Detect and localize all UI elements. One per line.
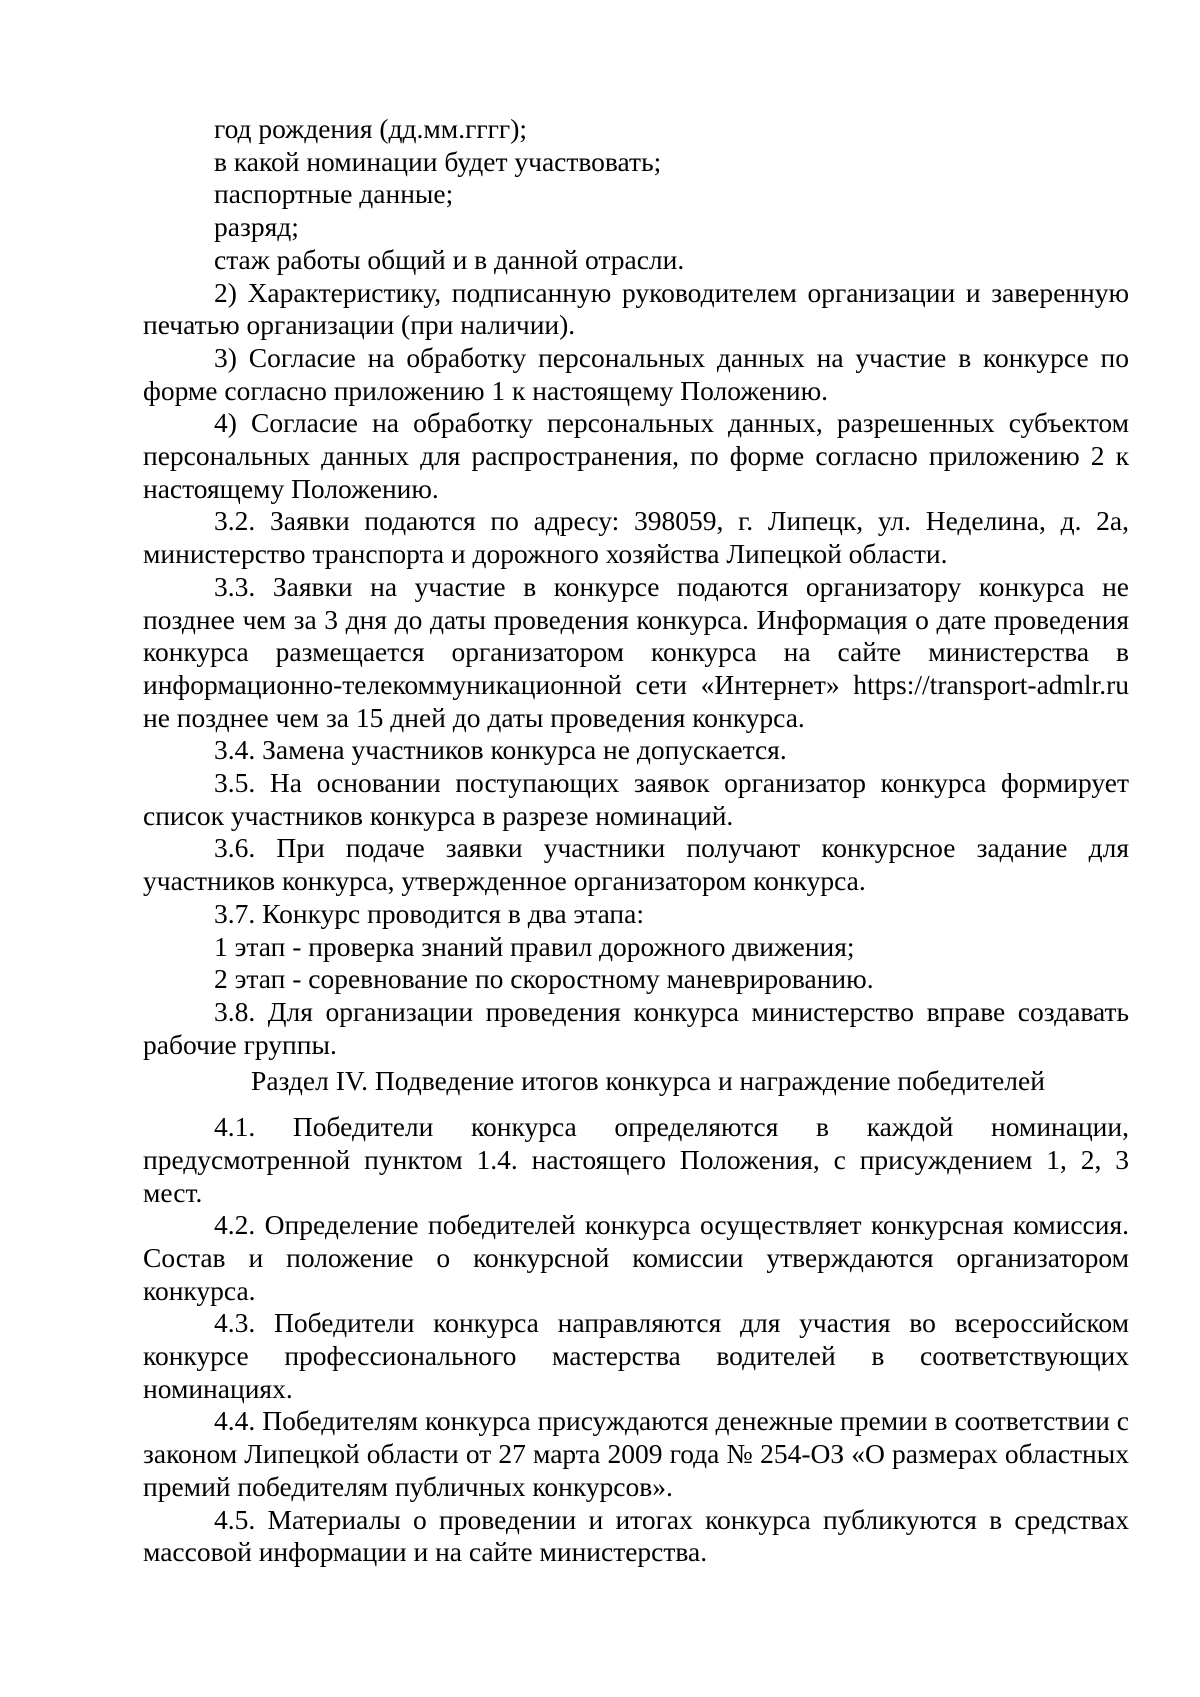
paragraph-3-4: 3.4. Замена участников конкурса не допускается.	[214, 734, 787, 766]
paragraph-3-8: 3.8. Для организации проведения конкурса министерство вправе создавать рабочие группы.	[143, 995, 1129, 1060]
paragraph-3-3: 3.3. Заявки на участие в конкурсе подаются организатору конкурса не позднее чем за 3 дня до даты проведения конкурса. Информация о дате проведения конкурса размещается организатором конкурса на сайте министерства в информационно-телекоммуникационной сети «Интернет» https://transport-admlr.ru не позднее чем за 15 дней до даты проведения конкурса.	[143, 570, 1129, 733]
paragraph-3-2: 3.2. Заявки подаются по адресу: 398059, г. Липецк, ул. Неделина, д. 2а, министерство транспорта и дорожного хозяйства Липецкой области.	[143, 505, 1129, 570]
list-item-passport: паспортные данные;	[214, 178, 454, 210]
paragraph-4-1: 4.1. Победители конкурса определяются в каждой номинации, предусмотренной пунктом 1.4. настоящего Положения, с присуждением 1, 2, 3 мест.	[143, 1111, 1129, 1208]
paragraph-3-6: 3.6. При подаче заявки участники получают конкурсное задание для участников конкурса, утвержденное организатором конкурса.	[143, 832, 1129, 897]
paragraph-4-4: 4.4. Победителям конкурса присуждаются денежные премии в соответствии с законом Липецкой области от 27 марта 2009 года № 254-ОЗ «О размерах областных премий победителям публичных конкурсов».	[143, 1405, 1129, 1502]
paragraph-stage-1: 1 этап - проверка знаний правил дорожного движения;	[214, 930, 855, 962]
paragraph-4-2: 4.2. Определение победителей конкурса осуществляет конкурсная комиссия. Состав и положение о конкурсной комиссии утверждаются организатором конкурса.	[143, 1209, 1129, 1306]
list-item-birth-date: год рождения (дд.мм.гггг);	[214, 113, 528, 144]
paragraph-consent-personal-data: 3) Согласие на обработку персональных данных на участие в конкурсе по форме согласно приложению 1 к настоящему Положению.	[143, 341, 1129, 406]
list-item-nomination: в какой номинации будет участвовать;	[214, 145, 662, 177]
paragraph-3-5: 3.5. На основании поступающих заявок организатор конкурса формирует список участников конкурса в разрезе номинаций.	[143, 767, 1129, 831]
paragraph-characteristic: 2) Характеристику, подписанную руководителем организации и заверенную печатью организации (при наличии).	[143, 276, 1129, 341]
paragraph-stage-2: 2 этап - соревнование по скоростному маневрированию.	[214, 963, 874, 995]
paragraph-consent-distribution: 4) Согласие на обработку персональных данных, разрешенных субъектом персональных данных для распространения, по форме согласно приложению 2 к настоящему Положению.	[143, 407, 1129, 504]
paragraph-3-7: 3.7. Конкурс проводится в два этапа:	[214, 897, 644, 929]
paragraph-4-3: 4.3. Победители конкурса направляются для участия во всероссийском конкурсе профессионального мастерства водителей в соответствующих номинациях.	[143, 1307, 1129, 1404]
document-body	[143, 113, 1129, 1569]
list-item-rank: разряд;	[214, 211, 299, 243]
paragraph-4-5: 4.5. Материалы о проведении и итогах конкурса публикуются в средствах массовой информации и на сайте министерства.	[143, 1503, 1129, 1568]
section-4-heading: Раздел IV. Подведение итогов конкурса и награждение победителей	[251, 1065, 1045, 1097]
list-item-work-experience: стаж работы общий и в данной отрасли.	[214, 243, 685, 275]
